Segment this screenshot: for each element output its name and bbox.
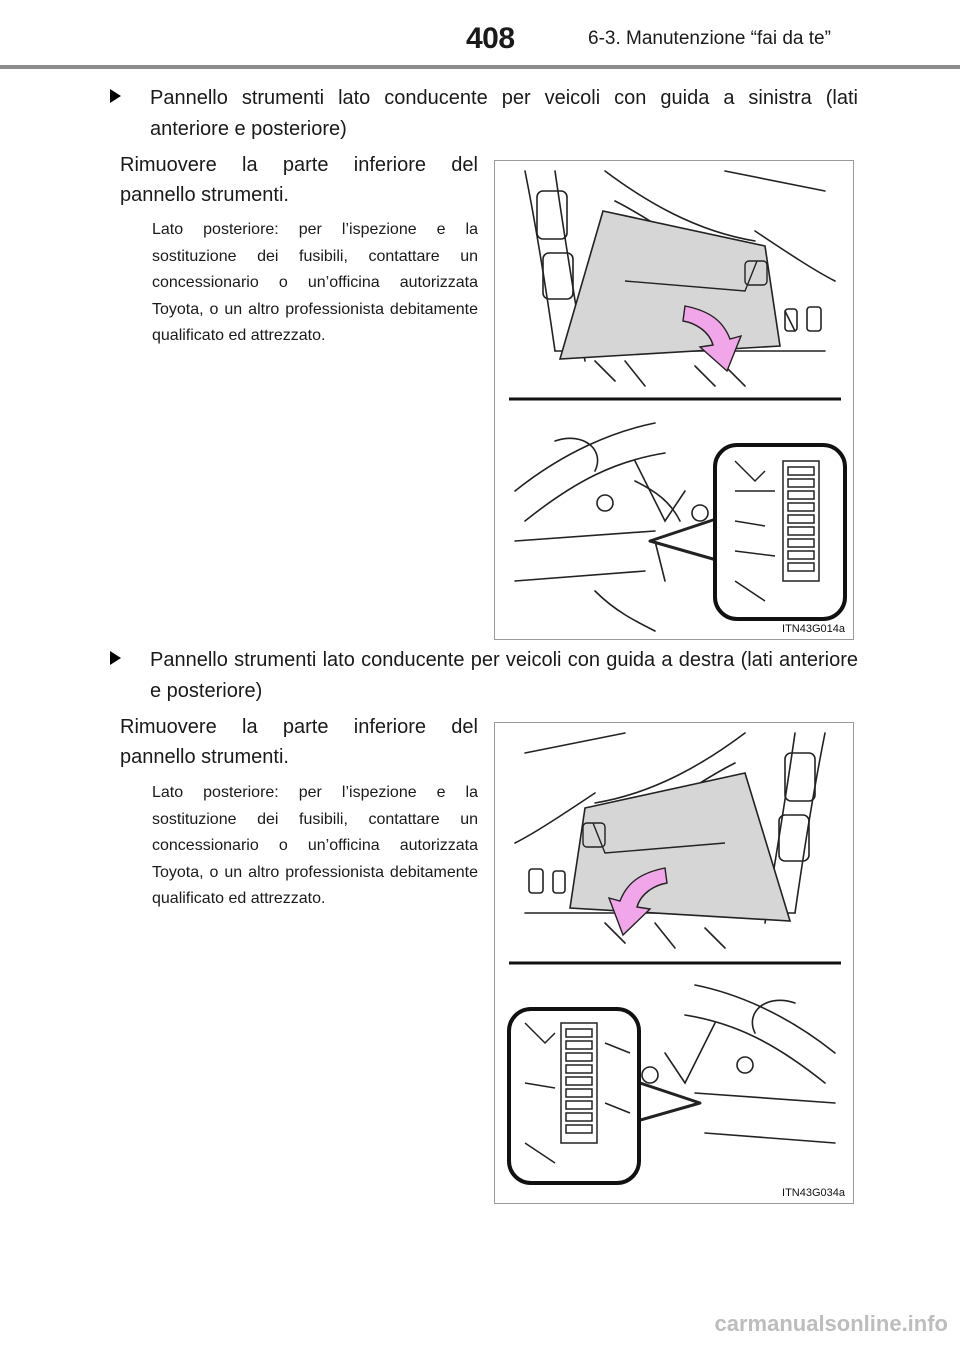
footer-watermark: carmanualsonline.info — [714, 1311, 948, 1336]
figure-code-rhd: ITN43G034a — [782, 1187, 845, 1199]
page-number: 408 — [466, 22, 515, 55]
bullet-title-text: Pannello strumenti lato conducente per veicoli con guida a destra (lati anteriore e posteriore) — [150, 649, 858, 702]
fuse-panel-illustration-rhd — [495, 723, 853, 1203]
instruction-text-rhd: Rimuovere la parte inferiore del pannello strumenti. — [120, 716, 478, 768]
bullet-title-lhd — [130, 83, 858, 145]
bullet-title-rhd — [130, 645, 858, 707]
bullet-title-text: Pannello strumenti lato conducente per veicoli con guida a sinistra (lati anteriore e posteriore) — [150, 87, 858, 140]
bullet-arrow-icon — [110, 651, 121, 665]
fuse-panel-illustration-lhd — [495, 161, 853, 639]
instruction-text-lhd: Rimuovere la parte inferiore del pannello strumenti. — [120, 154, 478, 206]
bullet-arrow-icon — [110, 89, 121, 103]
figure-rhd — [494, 722, 854, 1204]
header-rule — [0, 65, 960, 69]
note-text-lhd: Lato posteriore: per l’ispezione e la sostituzione dei fusibili, contattare un concessionario o un’officina autorizzata Toyota, o un altro professionista debitamente qualificato ed attrezzato. — [152, 221, 478, 344]
figure-lhd — [494, 160, 854, 640]
figure-code-lhd: ITN43G014a — [782, 623, 845, 635]
note-text-rhd: Lato posteriore: per l’ispezione e la sostituzione dei fusibili, contattare un concessionario o un’officina autorizzata Toyota, o un altro professionista debitamente qualificato ed attrezzato. — [152, 784, 478, 907]
section-title: 6-3. Manutenzione “fai da te” — [588, 28, 831, 49]
